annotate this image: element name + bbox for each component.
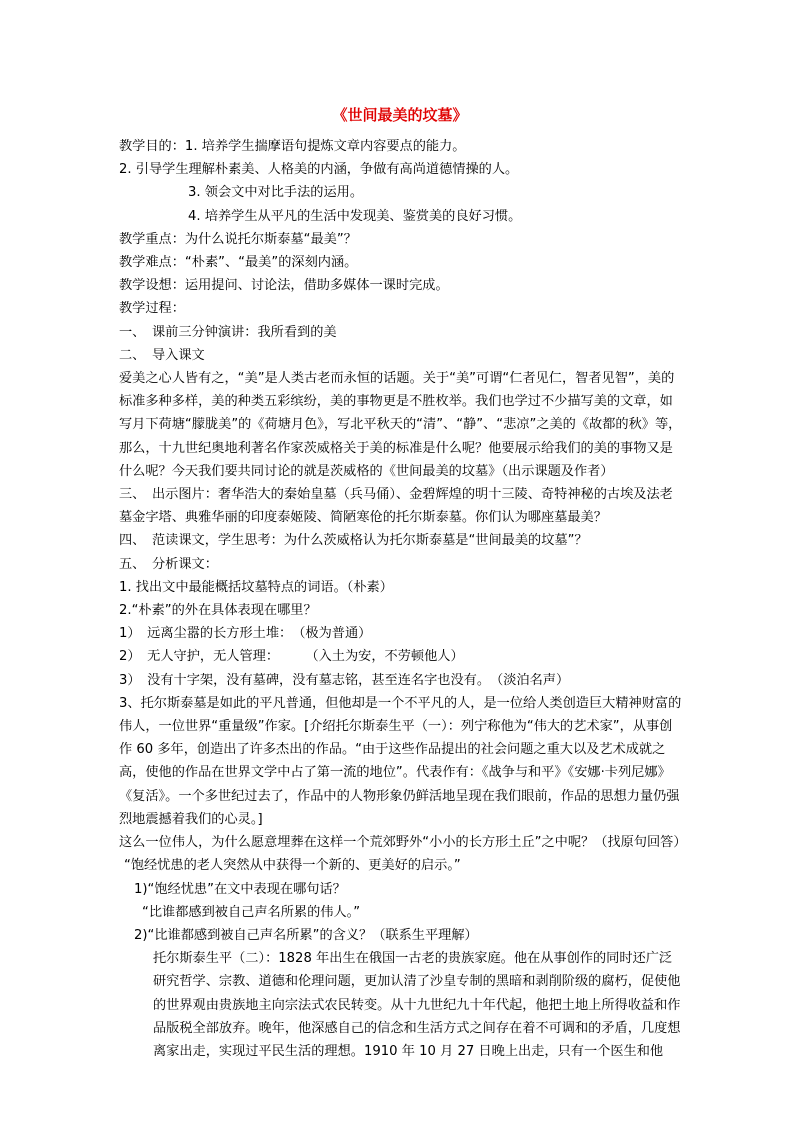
paragraph: 教学过程：: [119, 301, 185, 317]
paragraph: 3. 领会文中对比手法的运用。: [188, 185, 364, 201]
document-title: 《世间最美的坟墓》: [332, 106, 468, 124]
paragraph: 教学重点：为什么说托尔斯泰墓“最美”？: [119, 231, 357, 247]
paragraph: 教学难点：“朴素”、“最美”的深刻内涵。: [119, 255, 358, 271]
paragraph: 1)“饱经忧患”在文中表现在哪句话？: [134, 881, 346, 897]
paragraph: 1. 找出文中最能概括坟墓特点的词语。（朴素）: [119, 579, 393, 595]
paragraph: 2） 无人守护，无人管理： （入土为安，不劳顿他人）: [119, 649, 464, 665]
paragraph: “比谁都感到被自己声名所累的伟人。”: [142, 904, 361, 920]
paragraph: 二、 导入课文: [119, 347, 205, 363]
paragraph: 五、 分析课文：: [119, 556, 218, 572]
paragraph: 2.“朴素”的外在具体表现在哪里？: [119, 603, 317, 619]
paragraph: 三、 出示图片：奢华浩大的秦始皇墓（兵马俑）、金碧辉煌的明十三陵、奇特神秘的古埃及法老墓金字塔、典雅华丽的印度泰姬陵、简陋寒伧的托尔斯泰墓。你们认为哪座墓最美？: [119, 487, 673, 526]
paragraph: 3、托尔斯泰墓是如此的平凡普通，但他却是一个不平凡的人，是一位给人类创造巨大精神财富的伟人，一位世界“重量级”作家。[介绍托尔斯泰生平（一）：列宁称他为“伟大的艺术家”，从事创作 60 多年，创造出了许多杰出的作品。“由于这些作品提出的社会问题之重大以及艺术成就之高，使他的作品在世界文学中占了第一流的地位”。代表作有：《战争与和平》《安娜·卡列尼娜》《复活》。一个多世纪过去了，作品中的人物形象仍鲜活地呈现在我们眼前，作品的思想力量仍强烈地震撼着我们的心灵。]: [119, 695, 682, 827]
paragraph: 爱美之心人皆有之，“美”是人类古老而永恒的话题。关于“美”可谓“仁者见仁，智者见智”，美的标准多种多样，美的种类五彩缤纷，美的事物更是不胜枚举。我们也学过不少描写美的文章，如写月下荷塘“朦胧美”的《荷塘月色》，写北平秋天的“清”、“静”、“悲凉”之美的《故都的秋》等，那么，十九世纪奥地利著名作家茨威格关于美的标准是什么呢？他要展示给我们的美的事物又是什么呢？今天我们要共同讨论的就是茨威格的《世间最美的坟墓》（出示课题及作者）: [119, 371, 682, 479]
paragraph: 四、 范读课文，学生思考：为什么茨威格认为托尔斯泰墓是“世间最美的坟墓”？: [119, 533, 588, 549]
paragraph: 一、 课前三分钟演讲：我所看到的美: [119, 324, 337, 340]
paragraph: 教学设想：运用提问、讨论法，借助多媒体一课时完成。: [119, 278, 449, 294]
paragraph: 3） 没有十字架，没有墓碑，没有墓志铭，甚至连名字也没有。 （淡泊名声）: [119, 672, 570, 688]
paragraph: 托尔斯泰生平（二）：1828 年出生在俄国一古老的贵族家庭。他在从事创作的同时还广泛研究哲学、宗教、道德和伦理问题，更加认清了沙皇专制的黑暗和剥削阶级的腐朽，促使他的世界观由贵族地主向宗法式农民转变。从十九世纪九十年代起，他把土地上所得收益和作品版税全部放弃。晚年，他深感自己的信念和生活方式之间存在着不可调和的矛盾，几度想离家出走，实现过平民生活的理想。1910 年 10 月 27 日晚上出走，只有一个医生和他: [153, 951, 681, 1059]
paragraph: 1） 远离尘嚣的长方形土堆： （极为普通）: [119, 626, 372, 642]
paragraph: 教学目的：1. 培养学生揣摩语句提炼文章内容要点的能力。: [119, 139, 466, 154]
paragraph: “饱经忧患的老人突然从中获得一个新的、更美好的启示。”: [124, 858, 461, 874]
paragraph: 2. 引导学生理解朴素美、人格美的内涵，争做有高尚道德情操的人。: [119, 162, 519, 178]
document-body: [119, 135, 687, 1063]
paragraph: 这么一位伟人，为什么愿意埋葬在这样一个荒郊野外“小小的长方形土丘”之中呢？（找原句回答）: [119, 835, 687, 851]
paragraph: 2)“比谁都感到被自己声名所累”的含义？（联系生平理解）: [134, 927, 478, 943]
paragraph: 4. 培养学生从平凡的生活中发现美、鉴赏美的良好习惯。: [188, 208, 522, 224]
